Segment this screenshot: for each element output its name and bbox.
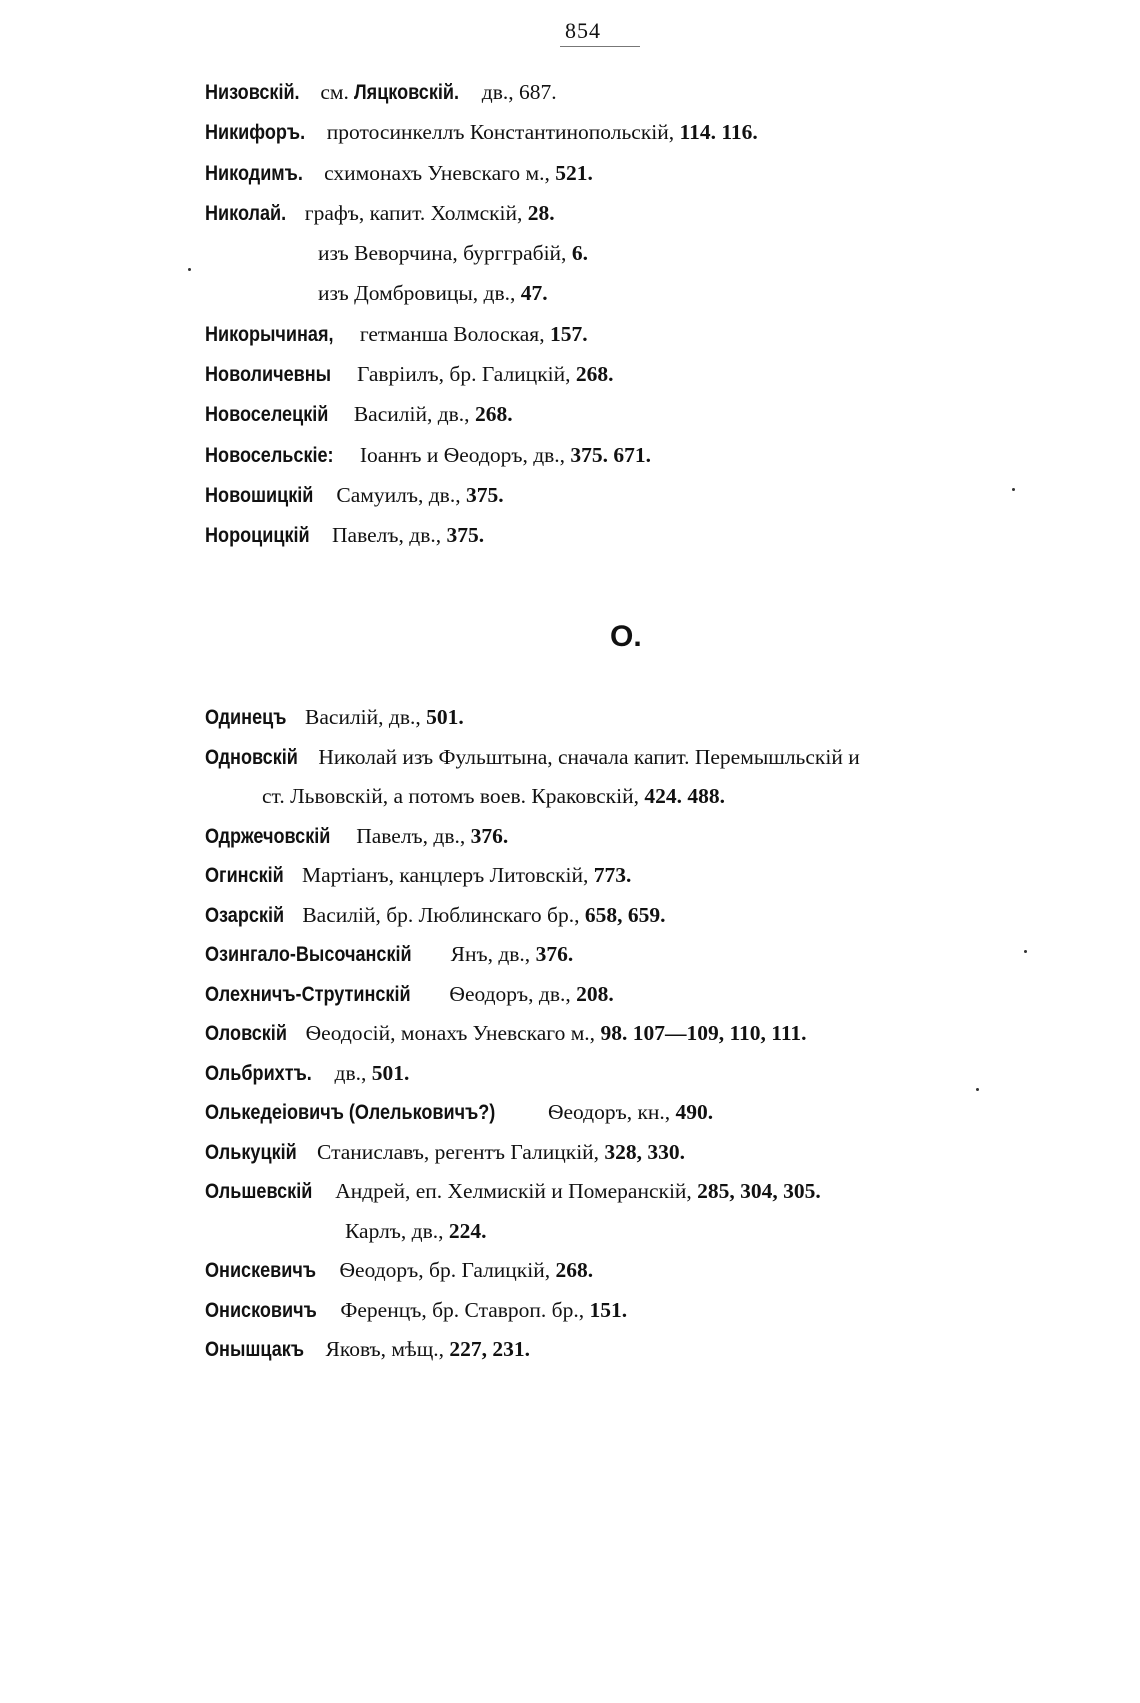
index-entry [205, 475, 1140, 515]
entry-pages: 47. [520, 281, 548, 306]
entry-pages: 224. [448, 1218, 487, 1243]
entry-pages: 375. [446, 523, 485, 548]
entry-headword: Нороцицкій [205, 524, 310, 548]
entry-text: графъ, капит. Холмскій, [304, 200, 523, 225]
entry-text: дв., [334, 1060, 367, 1085]
index-entry [205, 354, 1140, 394]
entry-pages: 424. 488. [644, 784, 725, 808]
entry-text: Василій, дв., [305, 705, 421, 729]
index-section-o [0, 698, 1140, 1370]
index-entry [262, 777, 1140, 817]
entry-pages: 375. 671. [570, 442, 652, 467]
entry-headword: Огинскій [205, 864, 284, 887]
entry-pages: 268. [474, 402, 513, 427]
index-entry [205, 394, 1140, 434]
entry-pages: 227, 231. [449, 1337, 531, 1361]
section-letter-heading: О. [610, 620, 642, 653]
entry-text: Яковъ, мѣщ., [325, 1337, 445, 1361]
index-entry [205, 1014, 1140, 1054]
entry-headword: Озарскій [205, 903, 285, 927]
entry-headword: Николай. [205, 201, 287, 225]
index-entry [205, 1330, 1140, 1370]
index-section-n [0, 72, 1140, 556]
index-entry [205, 193, 1140, 233]
entry-text: Ференцъ, бр. Ставроп. бр., [340, 1297, 585, 1322]
entry-headword: Новоличевны [205, 363, 332, 387]
index-entry [205, 1291, 1140, 1331]
entry-headword: Низовскій. [205, 81, 300, 104]
entry-pages: 490. [675, 1100, 714, 1124]
entry-text: Янъ, дв., [450, 942, 531, 966]
index-entry [205, 896, 1140, 936]
entry-pages: 501. [371, 1060, 410, 1085]
index-entry [205, 72, 1140, 112]
index-entry [205, 314, 1140, 354]
entry-headword: Онышцакъ [205, 1338, 305, 1361]
scan-speck [976, 1088, 979, 1091]
entry-pages: 151. [589, 1297, 628, 1322]
index-entry [345, 1212, 1140, 1252]
entry-text: дв., 687. [481, 80, 557, 104]
entry-text: Ѳеодосій, монахъ Уневскаго м., [305, 1021, 596, 1045]
index-entry [205, 698, 1140, 738]
entry-pages: 28. [527, 200, 555, 225]
entry-headword: Новосельскіе: [205, 443, 334, 467]
scan-speck [188, 268, 191, 271]
entry-headword: Олькуцкій [205, 1140, 297, 1164]
entry-pages: 375. [465, 482, 504, 507]
index-entry [205, 112, 1140, 152]
entry-text: схимонахъ Уневскаго м., [324, 160, 550, 185]
index-entry [205, 856, 1140, 896]
entry-pages: 501. [426, 705, 464, 729]
entry-text: Іоаннъ и Ѳеодоръ, дв., [359, 442, 566, 467]
scan-speck [1024, 950, 1027, 953]
index-entry [205, 817, 1140, 857]
entry-headword: Олькедеіовичъ (Олельковичъ?) [205, 1101, 496, 1124]
entry-headword: Никифоръ. [205, 121, 306, 145]
entry-pages: 376. [535, 942, 574, 966]
entry-text: Ѳеодоръ, дв., [449, 981, 571, 1006]
entry-text: Ѳеодоръ, кн., [547, 1100, 671, 1124]
entry-text: Станиславъ, регентъ Галицкій, [317, 1139, 600, 1164]
entry-text: см. [320, 80, 349, 104]
entry-text: Павелъ, дв., [356, 823, 466, 848]
index-entry [205, 515, 1140, 555]
entry-text: Самуилъ, дв., [336, 482, 461, 507]
entry-text: Андрей, еп. Хелмискій и Померанскій, [335, 1179, 692, 1203]
entry-text: Карлъ, дв., [345, 1218, 444, 1243]
entry-pages: 114. 116. [679, 120, 758, 145]
entry-pages: 658, 659. [584, 902, 666, 927]
scan-speck [1012, 488, 1015, 491]
index-entry [318, 273, 1140, 313]
entry-text: гетманша Волоская, [359, 321, 545, 346]
entry-headword: Новоселецкій [205, 403, 329, 427]
entry-text: Василій, бр. Люблинскаго бр., [302, 902, 580, 927]
entry-pages: 376. [470, 823, 509, 848]
index-entry [205, 1093, 1140, 1133]
entry-headword: Одржечовскій [205, 824, 331, 848]
entry-pages: 285, 304, 305. [697, 1179, 821, 1203]
entry-headword: Новошицкій [205, 483, 314, 507]
entry-text: Николай изъ Фульштына, сначала капит. Перемышльскій и [318, 744, 860, 769]
entry-text: изъ Веворчина, бургграбій, [318, 241, 567, 266]
entry-headword: Онискевичъ [205, 1259, 317, 1282]
index-entry [205, 935, 1140, 975]
index-entry [205, 975, 1140, 1015]
entry-pages: 521. [555, 160, 593, 185]
index-entry [205, 1054, 1140, 1094]
entry-headword: Олехничъ-Струтинскій [205, 982, 411, 1006]
index-entry [318, 233, 1140, 273]
entry-headword: Ольшевскій [205, 1180, 313, 1203]
entry-text: Ѳеодоръ, бр. Галицкій, [339, 1258, 551, 1282]
entry-headword: Ольбрихтъ. [205, 1061, 312, 1085]
entry-text: Павелъ, дв., [332, 523, 442, 548]
index-entry [205, 1133, 1140, 1173]
entry-text: протосинкеллъ Константинопольскій, [326, 120, 675, 145]
index-entry [205, 1172, 1140, 1212]
entry-pages: 157. [549, 321, 588, 346]
entry-headword: Одновскій [205, 745, 298, 769]
page-number: 854 [565, 18, 601, 43]
index-entry [205, 153, 1140, 193]
index-entry [205, 1251, 1140, 1291]
entry-text: ст. Львовскій, а потомъ воев. Краковскій, [262, 784, 639, 808]
entry-headword: Никорычиная, [205, 322, 334, 346]
entry-pages: 328, 330. [604, 1139, 686, 1164]
index-entry [205, 738, 1140, 778]
entry-pages: 208. [576, 981, 614, 1006]
entry-headword: Никодимъ. [205, 161, 303, 185]
entry-pages: 268. [575, 362, 614, 387]
entry-pages: 98. 107—109, 110, 111. [600, 1021, 807, 1045]
entry-headword: Ляцковскій. [354, 81, 460, 104]
page-number-rule [560, 46, 640, 47]
entry-headword: Онисковичъ [205, 1298, 317, 1322]
entry-headword: Одинецъ [205, 706, 287, 729]
entry-pages: 6. [571, 241, 588, 266]
entry-text: Гавріилъ, бр. Галицкій, [356, 362, 571, 387]
entry-pages: 773. [593, 863, 632, 887]
entry-pages: 268. [555, 1258, 594, 1282]
entry-text: Мартіанъ, канцлеръ Литовскій, [301, 863, 589, 887]
entry-headword: Озингало-Высочанскій [205, 943, 412, 966]
entry-text: изъ Домбровицы, дв., [318, 281, 516, 306]
entry-text: Василій, дв., [353, 402, 470, 427]
index-entry [205, 435, 1140, 475]
entry-headword: Оловскій [205, 1022, 287, 1045]
